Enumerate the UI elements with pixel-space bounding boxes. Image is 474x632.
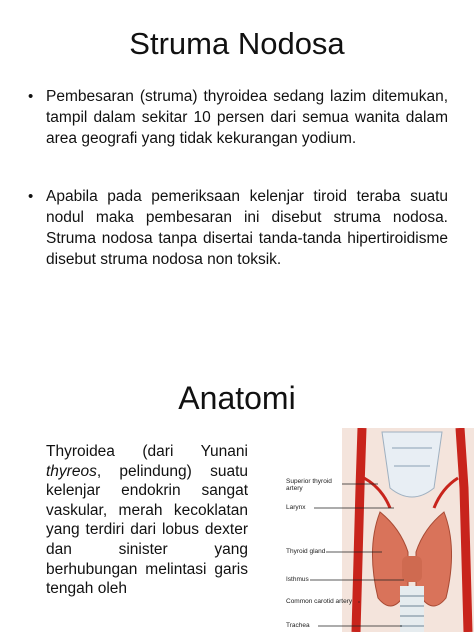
anatomy-paragraph xyxy=(46,442,248,599)
label-larynx: Larynx xyxy=(286,504,306,511)
bullet-dot-icon: • xyxy=(28,188,34,205)
paragraph-text-start: Thyroidea (dari Yunani xyxy=(46,443,248,460)
paragraph-italic-term: thyreos xyxy=(46,462,97,480)
label-isthmus: Isthmus xyxy=(286,576,309,583)
label-superior-thyroid-artery: Superior thyroid artery xyxy=(286,478,332,492)
label-common-carotid-artery: Common carotid artery xyxy=(286,598,353,605)
bullet-item xyxy=(28,86,448,149)
slide-title: Anatomi xyxy=(178,380,296,416)
bullet-dot-icon: • xyxy=(28,88,34,105)
slide-title: Struma Nodosa xyxy=(129,26,345,61)
bullet-text: Pembesaran (struma) thyroidea sedang lazim ditemukan, tampil dalam sekitar 10 persen dari semua wanita dalam area geografi yang tidak kekurangan yodium. xyxy=(46,88,448,147)
thyroid-anatomy-figure xyxy=(282,428,474,632)
label-thyroid-gland: Thyroid gland xyxy=(286,548,326,555)
slide-2 xyxy=(0,360,474,632)
paragraph-text-rest: , pelindung) suatu kelenjar endokrin sangat vaskular, merah kecoklatan yang terdiri dari lobus dexter dan sinister yang berhubungan melintasi garis tengah oleh xyxy=(46,462,248,598)
label-trachea: Trachea xyxy=(286,622,310,629)
bullet-text: Apabila pada pemeriksaan kelenjar tiroid teraba suatu nodul maka pembesaran ini disebut struma nodosa. Struma nodosa tanpa disertai tanda-tanda hipertiroidisme disebut struma nodosa non toksik. xyxy=(46,188,448,268)
bullet-item xyxy=(28,186,448,270)
